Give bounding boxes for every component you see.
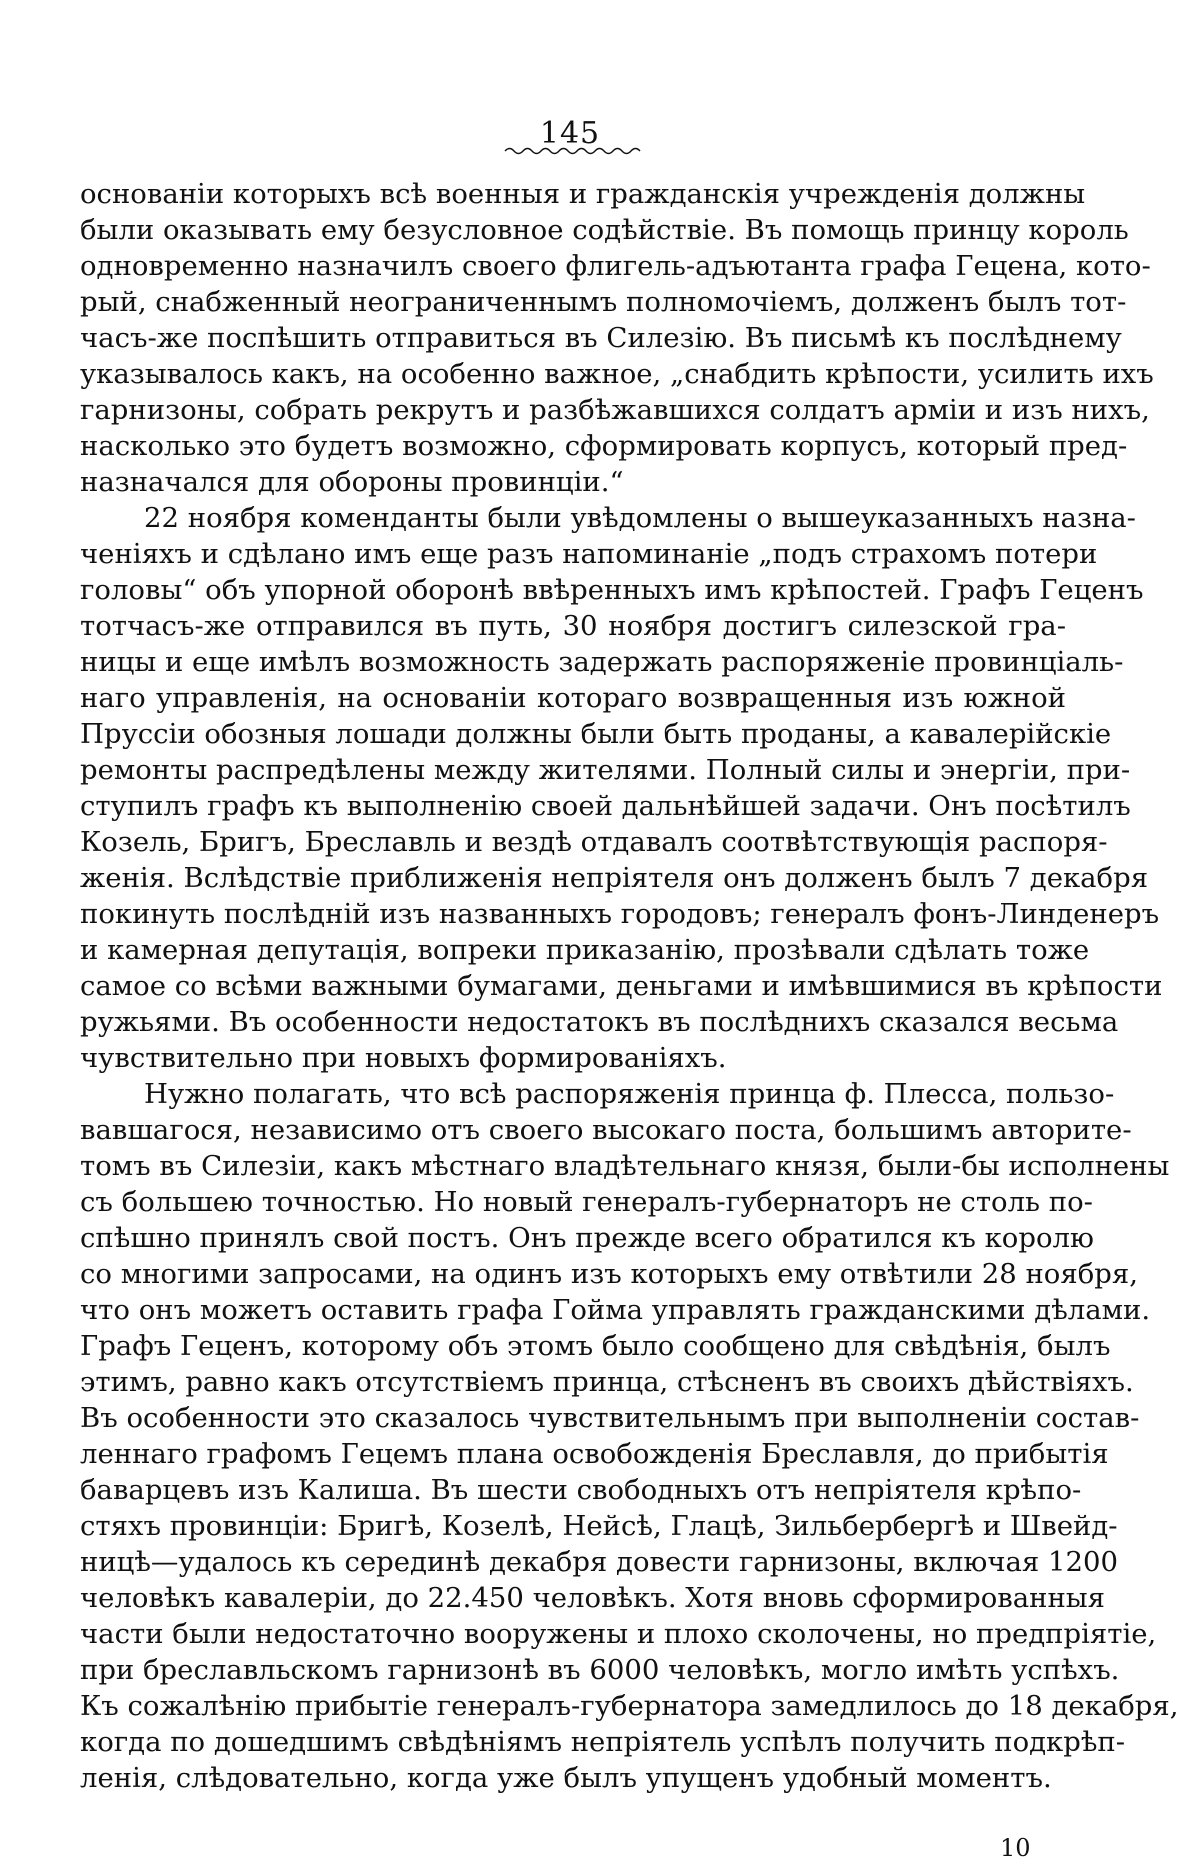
text-line: человѣкъ кавалерiи, до 22.450 человѣкъ. Хотя вновь сформированныя (80, 1582, 1106, 1614)
text-line: вавшагося, независимо отъ своего высокаго поста, большимъ авторите- (80, 1114, 1132, 1146)
text-line: ступилъ графъ къ выполненiю своей дальнѣйшей задачи. Онъ посѣтилъ (80, 790, 1131, 822)
page-number-wavy-underline (505, 146, 640, 156)
text-line: ленiя, слѣдовательно, когда уже былъ упущенъ удобный моментъ. (80, 1762, 1052, 1794)
body-text (80, 176, 1179, 1796)
text-line: гарнизоны, собрать рекрутъ и разбѣжавшихся солдатъ армiи и изъ нихъ, (80, 394, 1150, 426)
text-line: основанiи которыхъ всѣ военныя и гражданскiя учрежденiя должны (80, 178, 1086, 210)
text-line: баварцевъ изъ Калиша. Въ шести свободныхъ отъ непрiятеля крѣпо- (80, 1474, 1082, 1506)
text-line: Нужно полагать, что всѣ распоряженiя принца ф. Плесса, пользо- (144, 1078, 1115, 1110)
text-line: Въ особенности это сказалось чувствительнымъ при выполненiи состав- (80, 1402, 1140, 1434)
text-line: Пруссiи обозныя лошади должны были быть проданы, а кавалерiйскiе (80, 718, 1112, 750)
text-line: этимъ, равно какъ отсутствiемъ принца, стѣсненъ въ своихъ дѣйствiяхъ. (80, 1366, 1134, 1398)
text-line: ченiяхъ и сдѣлано имъ еще разъ напоминанiе „подъ страхомъ потери (80, 538, 1098, 570)
text-line: наго управленiя, на основанiи котораго возвращенныя изъ южной (80, 682, 1066, 714)
text-line: спѣшно принялъ свой постъ. Онъ прежде всего обратился къ королю (80, 1222, 1094, 1254)
text-line: части были недостаточно вооружены и плохо сколочены, но предпрiятiе, (80, 1618, 1157, 1650)
signature-mark: 10 (1000, 1834, 1031, 1862)
text-line: были оказывать ему безусловное содѣйствiе. Въ помощь принцу король (80, 214, 1129, 246)
text-line: ницы и еще имѣлъ возможность задержать распоряженiе провинцiаль- (80, 646, 1124, 678)
text-line: ницѣ—удалось къ серединѣ декабря довести гарнизоны, включая 1200 (80, 1546, 1118, 1578)
text-line: со многими запросами, на одинъ изъ которыхъ ему отвѣтили 28 ноября, (80, 1258, 1138, 1290)
text-line: Къ сожалѣнiю прибытiе генералъ-губернатора замедлилось до 18 декабря, (80, 1690, 1179, 1722)
text-line: одновременно назначилъ своего флигель-адъютанта графа Гецена, кото- (80, 250, 1151, 282)
text-line: чувствительно при новыхъ формированiяхъ. (80, 1042, 727, 1074)
text-line: и камерная депутацiя, вопреки приказанiю, прозѣвали сдѣлать тоже (80, 934, 1090, 966)
text-line: головы“ объ упорной оборонѣ ввѣренныхъ имъ крѣпостей. Графъ Геценъ (80, 574, 1144, 606)
text-line: при бреславльскомъ гарнизонѣ въ 6000 человѣкъ, могло имѣть успѣхъ. (80, 1654, 1120, 1686)
text-line: Графъ Геценъ, которому объ этомъ было сообщено для свѣдѣнiя, былъ (80, 1330, 1111, 1362)
text-line: ремонты распредѣлены между жителями. Полный силы и энергiи, при- (80, 754, 1131, 786)
text-line: рый, снабженный неограниченнымъ полномочiемъ, долженъ былъ тот- (80, 286, 1127, 318)
text-line: леннаго графомъ Гецемъ плана освобожденiя Бреславля, до прибытiя (80, 1438, 1109, 1470)
text-line: насколько это будетъ возможно, сформировать корпусъ, который пред- (80, 430, 1128, 462)
text-line: Козель, Бригъ, Бреславль и вездѣ отдавалъ соотвѣтствующiя распоря- (80, 826, 1108, 858)
text-line: ружьями. Въ особенности недостатокъ въ послѣднихъ сказался весьма (80, 1006, 1119, 1038)
text-line: что онъ можетъ оставить графа Гойма управлять гражданскими дѣлами. (80, 1294, 1151, 1326)
text-line: указывалось какъ, на особенно важное, „снабдить крѣпости, усилить ихъ (80, 358, 1154, 390)
text-line: 22 ноября коменданты были увѣдомлены о вышеуказанныхъ назна- (144, 502, 1136, 534)
text-line: тотчасъ-же отправился въ путь, 30 ноября достигъ силезской гра- (80, 610, 1066, 642)
text-line: съ большею точностью. Но новый генералъ-губернаторъ не столь по- (80, 1186, 1093, 1218)
text-line: покинуть послѣднiй изъ названныхъ городовъ; генералъ фонъ-Линденеръ (80, 898, 1160, 930)
text-line: когда по дошедшимъ свѣдѣнiямъ непрiятель успѣлъ получить подкрѣп- (80, 1726, 1126, 1758)
text-line: самое со всѣми важными бумагами, деньгами и имѣвшимися въ крѣпости (80, 970, 1163, 1002)
page-number: 145 (539, 116, 601, 151)
text-line: часъ-же поспѣшить отправиться въ Силезiю. Въ письмѣ къ послѣднему (80, 322, 1122, 354)
text-line: стяхъ провинцiи: Бригѣ, Козелѣ, Нейсѣ, Глацѣ, Зильбербергѣ и Швейд- (80, 1510, 1118, 1542)
text-line: назначался для обороны провинцiи.“ (80, 466, 624, 498)
text-line: томъ въ Силезiи, какъ мѣстнаго владѣтельнаго князя, были-бы исполнены (80, 1150, 1170, 1182)
text-line: женiя. Вслѣдствiе приближенiя непрiятеля онъ долженъ былъ 7 декабря (80, 862, 1149, 894)
